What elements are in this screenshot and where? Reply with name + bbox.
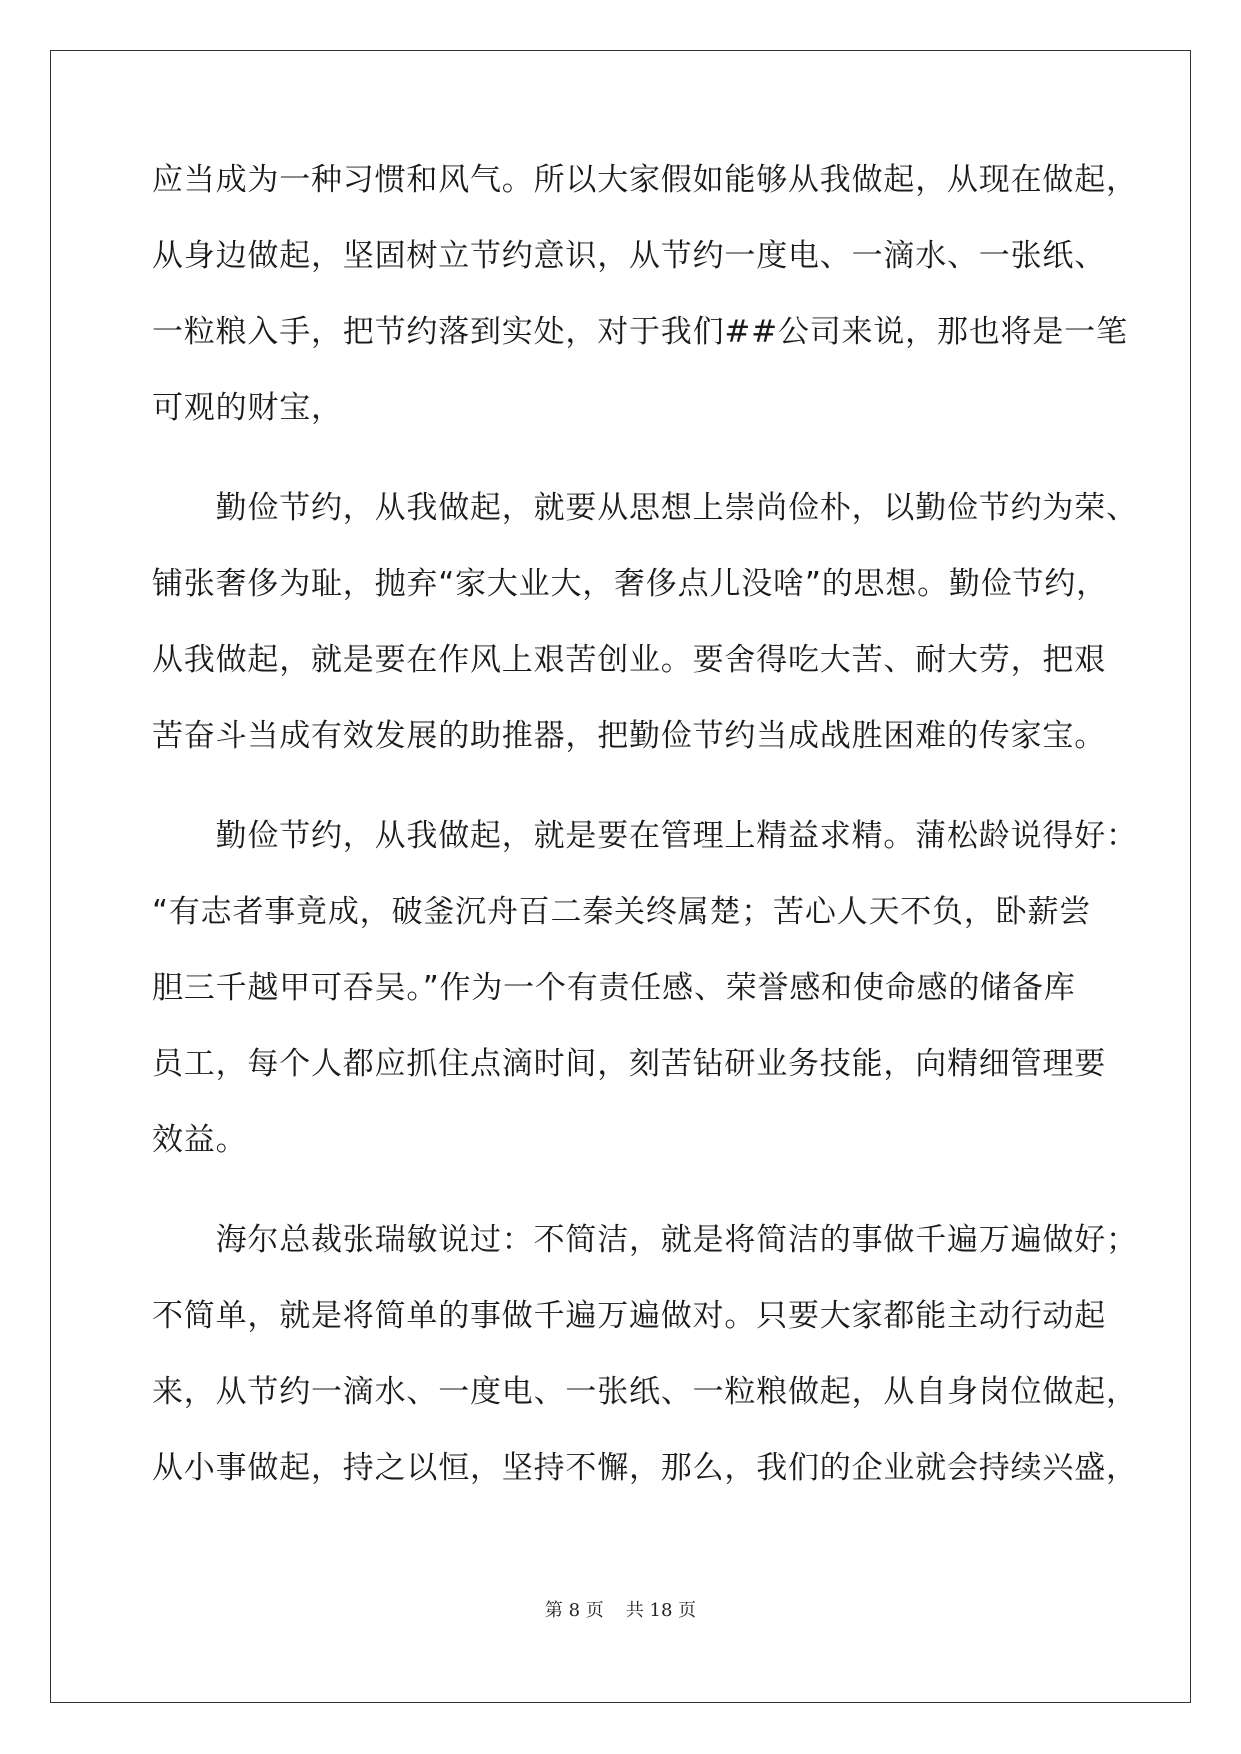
- text-line: 海尔总裁张瑞敏说过：不简洁，就是将简洁的事做千遍万遍做好；: [152, 1222, 1138, 1258]
- text-line: 效益。: [152, 1122, 248, 1158]
- text-line: 来，从节约一滴水、一度电、一张纸、一粒粮做起，从自身岗位做起，: [152, 1374, 1138, 1410]
- text-line: 不简单，就是将简单的事做千遍万遍做对。只要大家都能主动行动起: [152, 1298, 1106, 1334]
- page-number: 第 8 页: [544, 1600, 604, 1621]
- text-line: 胆三千越甲可吞吴。”作为一个有责任感、荣誉感和使命感的储备库: [152, 970, 1076, 1006]
- text-line: 勤俭节约，从我做起，就是要在管理上精益求精。蒲松龄说得好：: [152, 818, 1138, 854]
- text-line: 应当成为一种习惯和风气。所以大家假如能够从我做起，从现在做起，: [152, 162, 1138, 198]
- text-line: 铺张奢侈为耻，抛弃“家大业大，奢侈点儿没啥”的思想。勤俭节约，: [152, 566, 1108, 602]
- text-line: 从小事做起，持之以恒，坚持不懈，那么，我们的企业就会持续兴盛，: [152, 1450, 1138, 1486]
- page-total: 共 18 页: [625, 1600, 697, 1621]
- text-line: 员工，每个人都应抓住点滴时间，刻苦钻研业务技能，向精细管理要: [152, 1046, 1106, 1082]
- text-line: 从我做起，就是要在作风上艰苦创业。要舍得吃大苦、耐大劳，把艰: [152, 642, 1106, 678]
- text-line: “有志者事竟成，破釜沉舟百二秦关终属楚；苦心人天不负，卧薪尝: [152, 894, 1092, 930]
- text-line: 苦奋斗当成有效发展的助推器，把勤俭节约当成战胜困难的传家宝。: [152, 718, 1106, 754]
- text-line: 从身边做起，坚固树立节约意识，从节约一度电、一滴水、一张纸、: [152, 238, 1106, 274]
- text-line: 可观的财宝，: [152, 390, 343, 426]
- text-line: 一粒粮入手，把节约落到实处，对于我们##公司来说，那也将是一笔: [152, 314, 1128, 350]
- text-line: 勤俭节约，从我做起，就要从思想上崇尚俭朴，以勤俭节约为荣、: [152, 490, 1138, 526]
- page-footer: [0, 1596, 1241, 1622]
